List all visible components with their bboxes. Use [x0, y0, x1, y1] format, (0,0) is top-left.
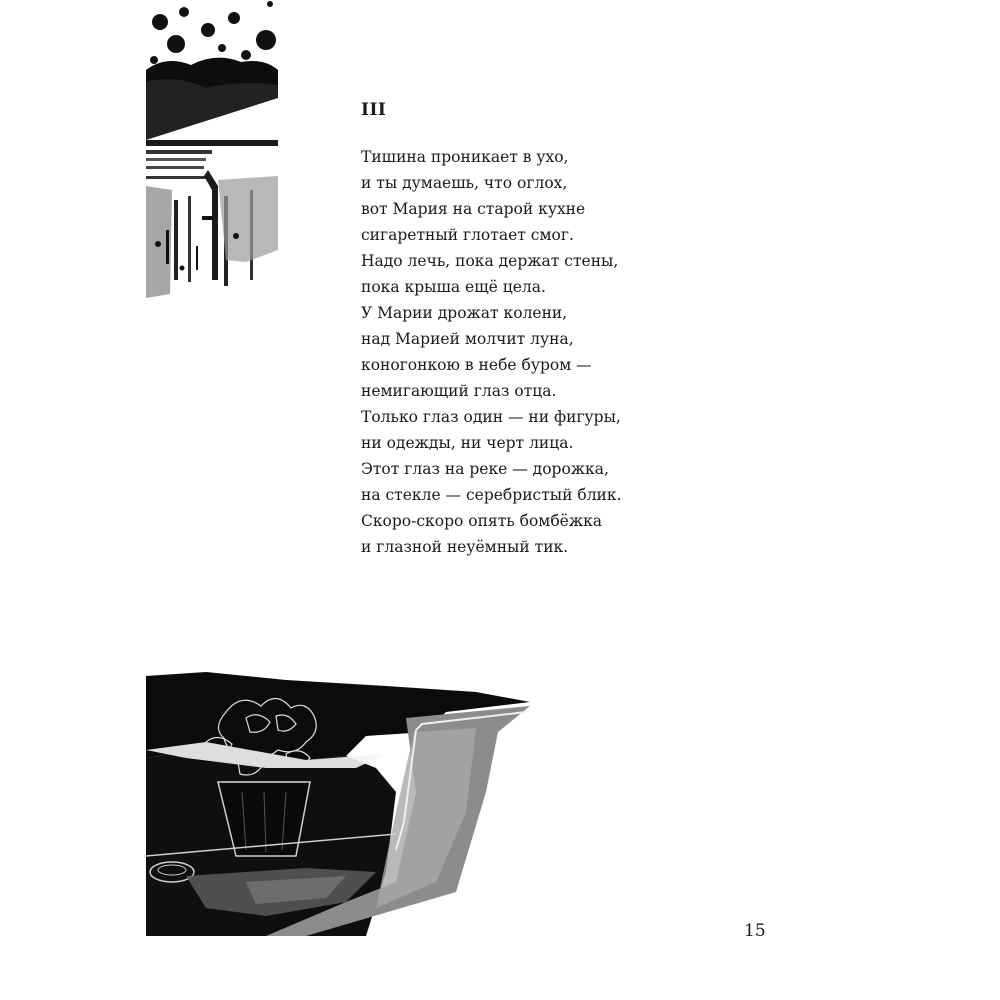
ink-illustration-building: [146, 0, 278, 300]
poem-line: У Марии дрожат колени,: [361, 304, 568, 322]
poem-line: на стекле — серебристый блик.: [361, 486, 622, 504]
poem-line: коногонкою в небе буром —: [361, 356, 592, 374]
poem-line: над Марией молчит луна,: [361, 330, 574, 348]
poem-line: пока крыша ещё цела.: [361, 278, 546, 296]
poem-line: Только глаз один — ни фигуры,: [361, 408, 621, 426]
poem-line: немигающий глаз отца.: [361, 382, 557, 400]
poem-line: и глазной неуёмный тик.: [361, 538, 569, 556]
poem-line: Тишина проникает в ухо,: [361, 148, 569, 166]
poem-line: вот Мария на старой кухне: [361, 200, 586, 218]
poem-number: III: [361, 100, 387, 120]
poem: [361, 100, 681, 560]
poem-lines: [361, 144, 681, 560]
ink-illustration-flowerpot: [146, 672, 536, 936]
poem-line: и ты думаешь, что оглох,: [361, 174, 568, 192]
poem-line: ни одежды, ни черт лица.: [361, 434, 574, 452]
poem-line: Этот глаз на реке — дорожка,: [361, 460, 609, 478]
poem-line: Надо лечь, пока держат стены,: [361, 252, 619, 270]
poem-line: сигаретный глотает смог.: [361, 226, 574, 244]
page-number: 15: [744, 921, 766, 941]
poem-line: Скоро-скоро опять бомбёжка: [361, 512, 603, 530]
